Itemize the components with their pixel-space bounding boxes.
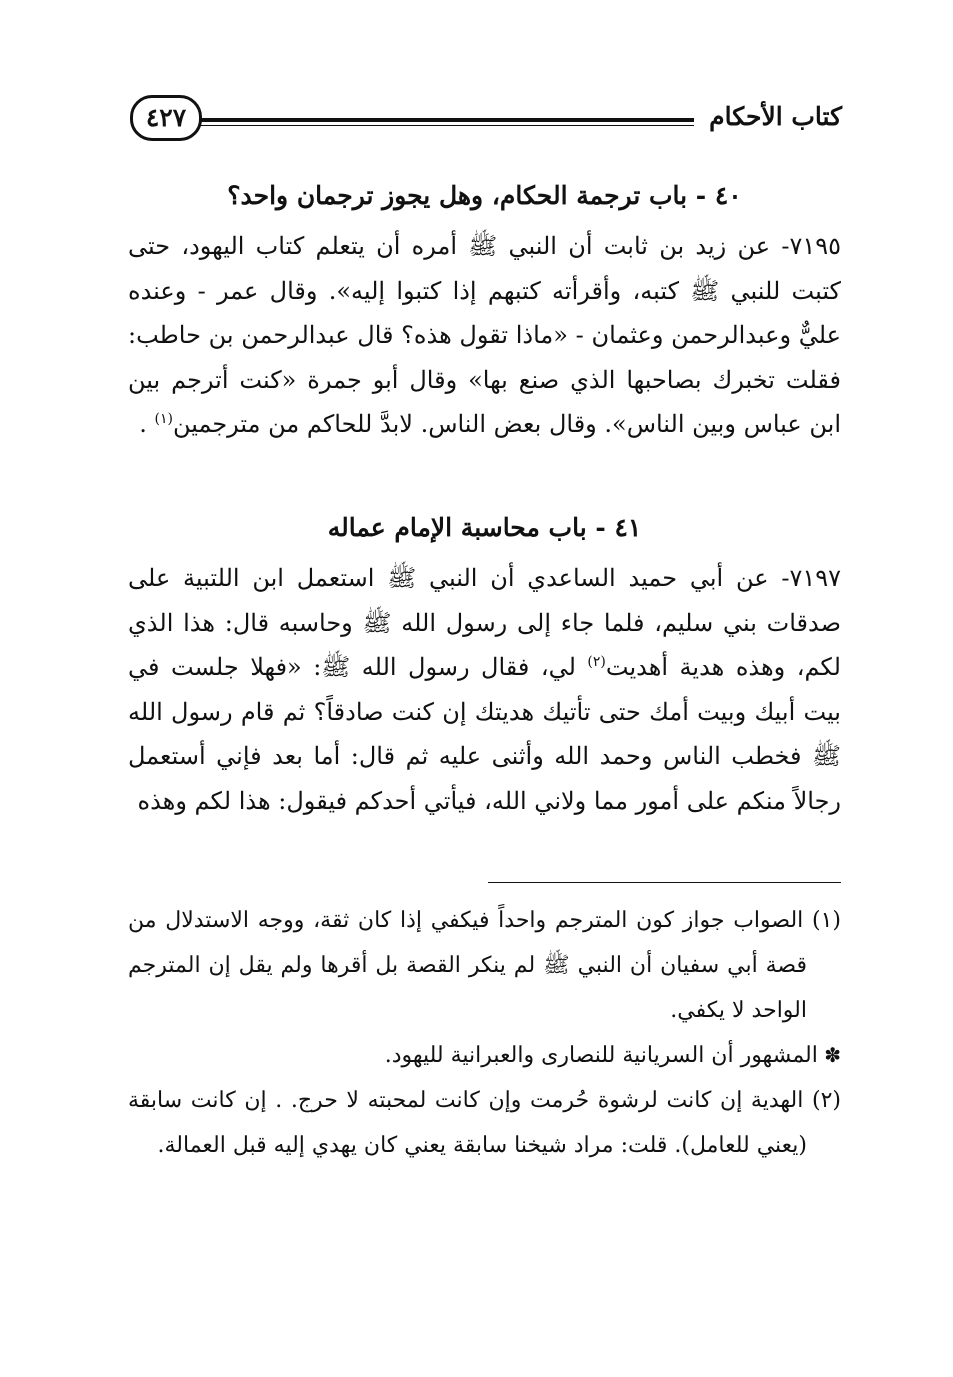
section-heading: ٤١ - باب محاسبة الإمام عماله [327,513,642,542]
footnote-text: المشهور أن السريانية للنصارى والعبرانية لليهود. [384,1043,818,1068]
hadith-paragraph [128,556,841,823]
footnote-item [128,1078,841,1168]
star-marker-icon: ✽ [817,1043,841,1067]
footnote-ref: (٢) [587,654,606,670]
footnote-mark: (١) [803,908,842,933]
header-rule [194,118,694,122]
footnote-text: الهدية إن كانت لرشوة حُرمت وإن كانت لمحبته لا حرج. . إن كانت سابقة (يعني للعامل). قلت: مراد شيخنا سابقة يعني كان يهدي إليه قبل العمالة. [128,1088,807,1158]
hadith-paragraph [128,224,841,447]
page-number-badge: ٤٢٧ [130,95,202,141]
book-title: كتاب الأحكام [709,102,842,131]
hadith-text: ٧١٩٥- عن زيد بن ثابت أن النبي ﷺ أمره أن يتعلم كتاب اليهود، حتى كتبت للنبي ﷺ كتبه، وأقرأته كتبهم إذا كتبوا إليه». وقال عمر - وعنده عليٌّ وعبدالرحمن وعثمان - «ماذا تقول هذه؟ قال عبدالرحمن بن حاطب: فقلت تخبرك بصاحبها الذي صنع بها» وقال أبو جمرة «كنت أترجم بين ابن عباس وبين الناس». وقال بعض الناس. لابدَّ للحاكم من مترجمين [128,232,841,438]
section-41 [128,500,841,823]
section-heading: ٤٠ - باب ترجمة الحكام، وهل يجوز ترجمان واحد؟ [227,181,742,210]
paragraph-end: . [139,410,155,438]
footnote-ref: (١) [154,411,173,427]
footnotes [128,898,841,1168]
hadith-text-a: ٧١٩٧- عن أبي حميد الساعدي أن النبي ﷺ استعمل ابن اللتبية على صدقات بني سليم، فلما جاء إلى رسول الله ﷺ وحاسبه قال: هذا الذي لكم، وهذه هدية أهديت [128,564,841,681]
running-header [130,92,842,152]
footnote-separator [488,882,841,883]
footnote-text: الصواب جواز كون المترجم واحداً فيكفي إذا كان ثقة، ووجه الاستدلال من قصة أبي سفيان أن النبي ﷺ لم ينكر القصة بل أقرها ولم يقل إن المترجم الواحد لا يكفي. [128,908,807,1023]
section-40 [128,168,841,447]
footnote-mark: (٢) [803,1088,841,1113]
footnote-item [128,1033,841,1078]
footnote-item [128,898,841,1033]
hadith-text-b: لي، فقال رسول الله ﷺ: «فهلا جلست في بيت أبيك وبيت أمك حتى تأتيك هديتك إن كنت صادقاً؟ ثم قام رسول الله ﷺ فخطب الناس وحمد الله وأثنى عليه ثم قال: أما بعد فإني أستعمل رجالاً منكم على أمور مما ولاني الله، فيأتي أحدكم فيقول: هذا لكم وهذه [128,653,841,815]
